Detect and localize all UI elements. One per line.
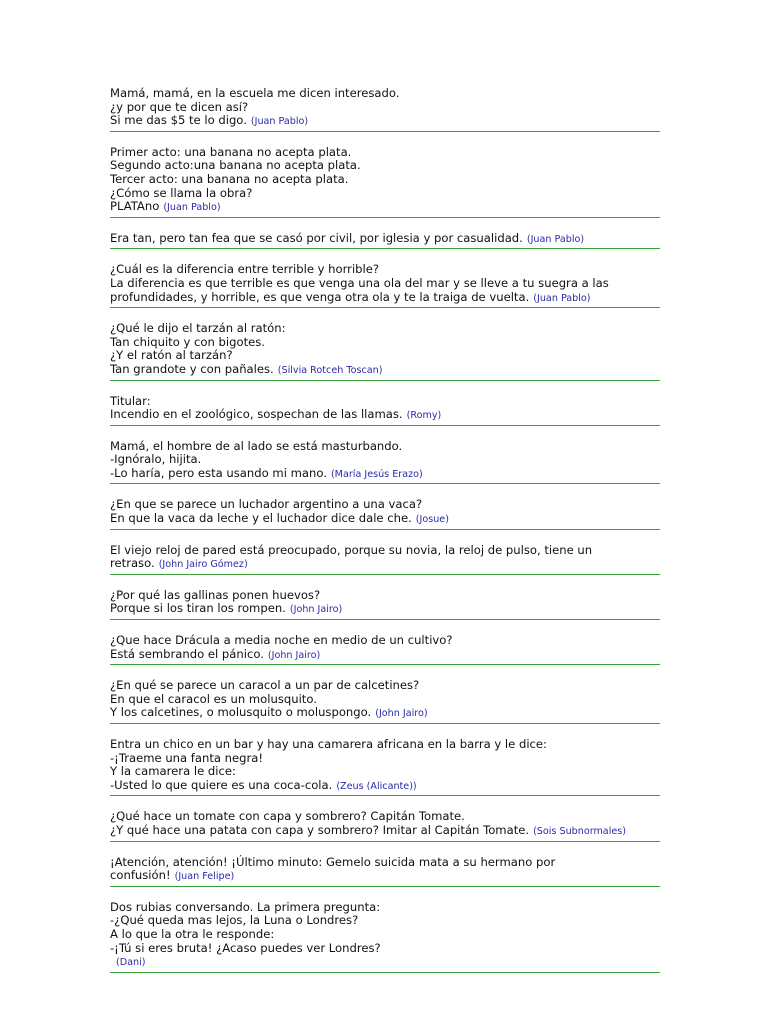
- joke-line: [110, 291, 660, 306]
- joke-line: [110, 544, 660, 558]
- joke-line: [110, 173, 660, 187]
- joke-text: Porque si los tiran los rompen.: [110, 601, 286, 616]
- joke-text: ¿Qué le dijo el tarzán al ratón:: [110, 321, 286, 336]
- joke-text: Titular:: [110, 393, 151, 408]
- joke-item: [110, 632, 660, 665]
- joke-line: [110, 467, 660, 482]
- joke-line: [110, 453, 660, 467]
- joke-item: [110, 587, 660, 620]
- joke-line: [110, 706, 660, 721]
- joke-item: [110, 736, 660, 796]
- joke-line: [110, 263, 660, 277]
- joke-text: -¿Qué queda mas lejos, la Luna o Londres?: [110, 913, 359, 928]
- joke-text: ¿Y el ratón al tarzán?: [110, 348, 233, 363]
- joke-author: (John Jairo): [375, 708, 428, 720]
- joke-text: Está sembrando el pánico.: [110, 646, 264, 661]
- joke-text: confusión!: [110, 868, 171, 883]
- joke-line: [110, 738, 660, 752]
- joke-author: (Juan Pablo): [163, 202, 221, 214]
- joke-text: ¿Cuál es la diferencia entre terrible y horrible?: [110, 262, 380, 277]
- joke-line: [110, 395, 660, 409]
- joke-line: [110, 114, 660, 129]
- joke-text: Y los calcetines, o molusquito o moluspongo.: [110, 705, 372, 720]
- joke-text: profundidades, y horrible, es que venga otra ola y te la traiga de vuelta.: [110, 289, 530, 304]
- joke-author: (Zeus (Alicante)): [336, 780, 417, 792]
- joke-line: [110, 869, 660, 884]
- joke-line: [110, 648, 660, 663]
- joke-item: [110, 261, 660, 308]
- joke-text: A lo que la otra le responde:: [110, 926, 275, 941]
- joke-line: [110, 101, 660, 115]
- joke-text: -Ignóralo, hijita.: [110, 452, 202, 467]
- joke-line: [110, 679, 660, 693]
- joke-text: En que la vaca da leche y el luchador dice dale che.: [110, 511, 412, 526]
- joke-text: Era tan, pero tan fea que se casó por civil, por iglesia y por casualidad.: [110, 230, 523, 245]
- joke-text: Incendio en el zoológico, sospechan de las llamas.: [110, 407, 403, 422]
- joke-item: [110, 808, 660, 841]
- joke-line: [110, 810, 660, 824]
- joke-line: [110, 752, 660, 766]
- joke-text: Entra un chico en un bar y hay una camarera africana en la barra y le dice:: [110, 737, 547, 751]
- joke-author: (Josue): [415, 514, 449, 526]
- joke-line: [110, 779, 660, 794]
- joke-line: [110, 277, 660, 291]
- joke-line: [110, 498, 660, 512]
- joke-line: [110, 765, 660, 779]
- joke-line: [110, 408, 660, 423]
- joke-text: Y la camarera le dice:: [110, 764, 236, 779]
- joke-text: ¿Qué hace un tomate con capa y sombrero? Capitán Tomate.: [110, 809, 465, 824]
- joke-text: Primer acto: una banana no acepta plata.: [110, 144, 352, 159]
- joke-author: (Sois Subnormales): [533, 825, 626, 837]
- joke-author: (Juan Pablo): [250, 116, 309, 128]
- joke-text: Mamá, mamá, en la escuela me dicen interesado.: [110, 86, 400, 100]
- joke-text: -Usted lo que quiere es una coca-cola.: [110, 777, 333, 792]
- joke-line: [110, 693, 660, 707]
- joke-line: [110, 349, 660, 363]
- joke-text: Mamá, el hombre de al lado se está masturbando.: [110, 438, 403, 453]
- joke-text: PLATAno: [110, 199, 160, 214]
- joke-text: ¡Atención, atención! ¡Último minuto: Gemelo suicida mata a su hermano por: [110, 854, 556, 869]
- joke-text: -¡Traeme una fanta negra!: [110, 750, 264, 765]
- jokes-list: [110, 85, 660, 985]
- joke-item: [110, 393, 660, 426]
- joke-line: [110, 901, 660, 915]
- joke-line: [110, 363, 660, 378]
- joke-author: (Juan Pablo): [526, 233, 585, 245]
- joke-text: ¿Que hace Drácula a media noche en medio de un cultivo?: [110, 633, 453, 648]
- joke-text: ¿Cómo se llama la obra?: [110, 185, 253, 200]
- joke-text: ¿En qué se parece un caracol a un par de calcetines?: [110, 678, 420, 693]
- joke-line: [110, 589, 660, 603]
- joke-author: (John Jairo Gómez): [158, 559, 248, 571]
- joke-line: [110, 146, 660, 160]
- joke-text: -Lo haría, pero esta usando mi mano.: [110, 465, 327, 480]
- joke-item: [110, 144, 660, 218]
- joke-line: [110, 824, 660, 839]
- joke-line: [110, 87, 660, 101]
- joke-text: ¿Por qué las gallinas ponen huevos?: [110, 587, 321, 602]
- joke-item: [110, 899, 660, 973]
- joke-text: retraso.: [110, 556, 155, 571]
- joke-item: [110, 320, 660, 380]
- joke-text: Tan chiquito y con bigotes.: [110, 334, 265, 349]
- joke-text: Dos rubias conversando. La primera pregunta:: [110, 899, 381, 914]
- joke-author: (María Jesús Erazo): [330, 468, 423, 480]
- joke-line: [110, 914, 660, 928]
- joke-text: Si me das $5 te lo digo.: [110, 113, 247, 128]
- joke-text: Segundo acto:una banana no acepta plata.: [110, 158, 361, 173]
- joke-author: (John Jairo): [267, 649, 321, 661]
- joke-line: [110, 942, 660, 956]
- joke-text: Tan grandote y con pañales.: [110, 361, 274, 376]
- joke-line: [110, 232, 660, 247]
- joke-author: (John Jairo): [289, 604, 343, 616]
- joke-text: ¿En que se parece un luchador argentino a una vaca?: [110, 497, 423, 512]
- joke-author: (Juan Felipe): [174, 871, 235, 883]
- joke-text: La diferencia es que terrible es que venga una ola del mar y se lleve a tu suegra a las: [110, 275, 609, 290]
- joke-author: (Romy): [406, 410, 442, 422]
- joke-line: [110, 440, 660, 454]
- joke-author-line: [110, 955, 660, 970]
- joke-text: Tercer acto: una banana no acepta plata.: [110, 171, 349, 186]
- joke-item: [110, 230, 660, 250]
- joke-item: [110, 542, 660, 575]
- joke-author: (Dani): [116, 957, 146, 969]
- joke-line: [110, 159, 660, 173]
- joke-author: (Silvia Rotceh Toscan): [277, 364, 383, 376]
- joke-line: [110, 856, 660, 870]
- joke-text: -¡Tú si eres bruta! ¿Acaso puedes ver Londres?: [110, 940, 381, 955]
- joke-line: [110, 557, 660, 572]
- joke-text: ¿Y qué hace una patata con capa y sombrero? Imitar al Capitán Tomate.: [110, 822, 530, 837]
- joke-line: [110, 336, 660, 350]
- joke-text: El viejo reloj de pared está preocupado, porque su novia, la reloj de pulso, tiene un: [110, 542, 593, 557]
- joke-author: (Juan Pablo): [533, 292, 591, 304]
- joke-line: [110, 322, 660, 336]
- joke-line: [110, 602, 660, 617]
- joke-line: [110, 928, 660, 942]
- joke-line: [110, 634, 660, 648]
- joke-item: [110, 438, 660, 485]
- joke-line: [110, 187, 660, 201]
- joke-item: [110, 496, 660, 529]
- joke-text: En que el caracol es un molusquito.: [110, 691, 317, 706]
- joke-item: [110, 854, 660, 887]
- joke-item: [110, 677, 660, 724]
- joke-line: [110, 200, 660, 215]
- joke-item: [110, 85, 660, 132]
- joke-text: ¿y por que te dicen así?: [110, 99, 249, 114]
- joke-line: [110, 512, 660, 527]
